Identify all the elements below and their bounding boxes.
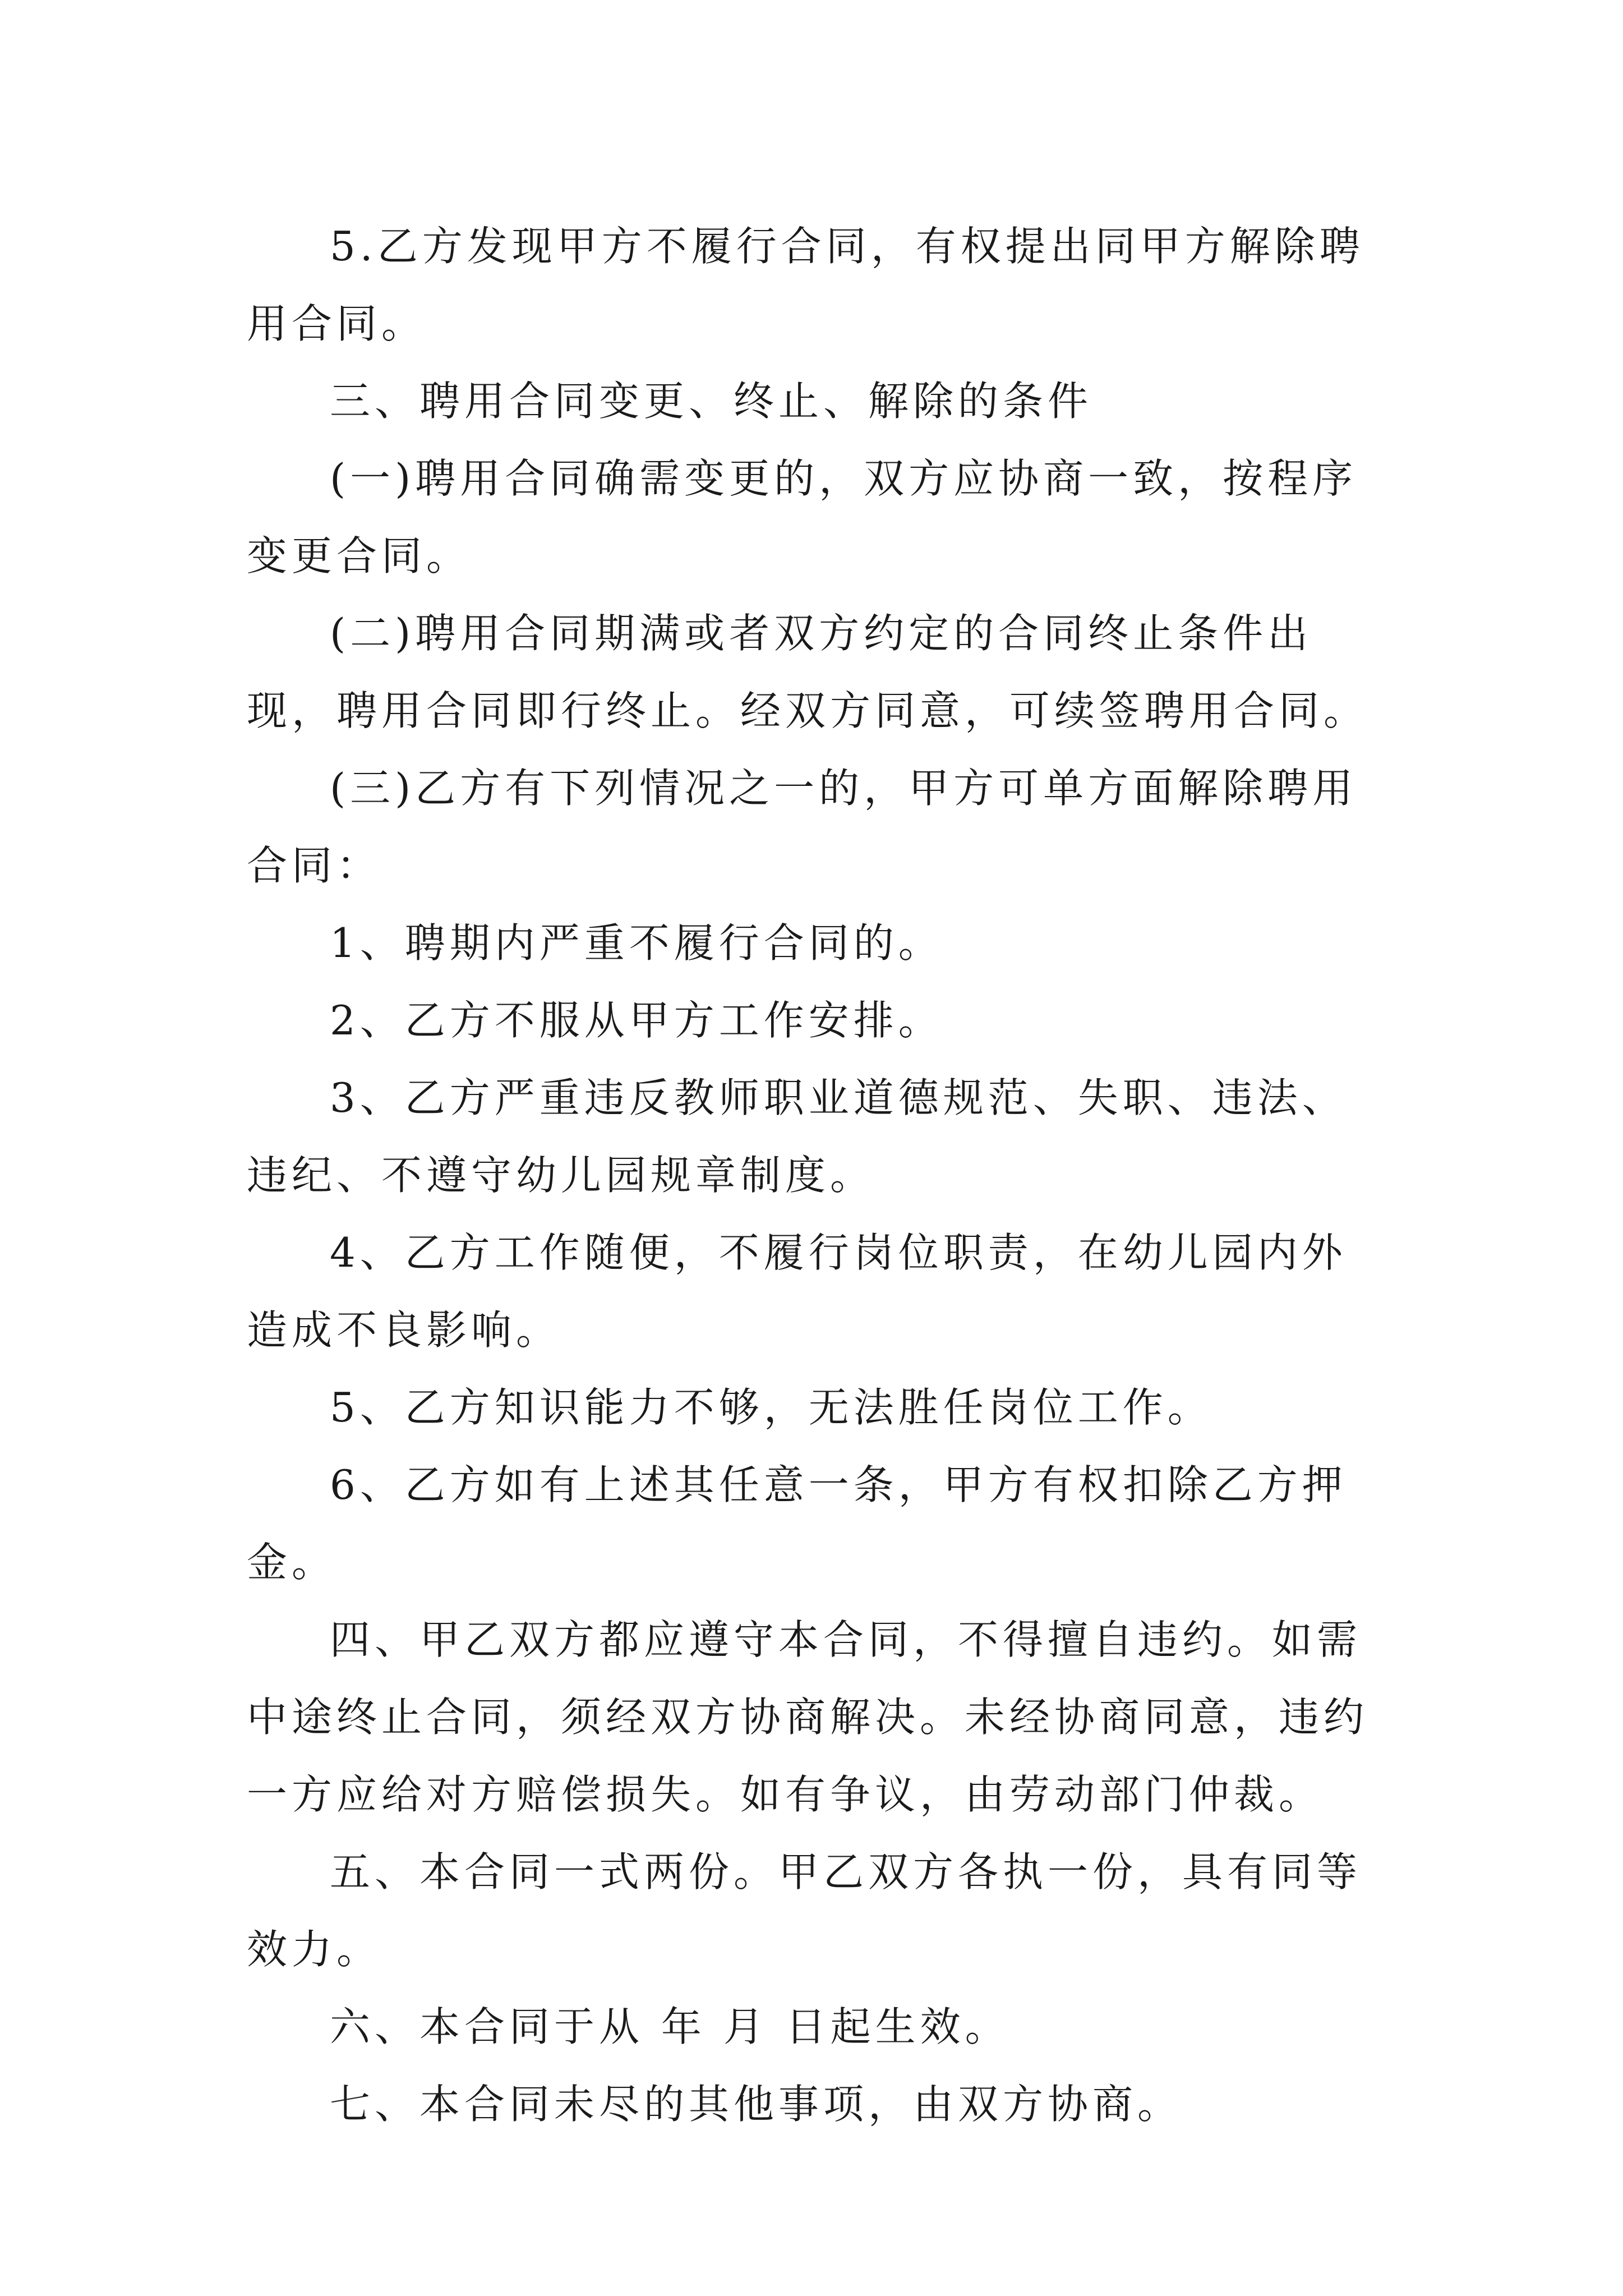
paragraph-section-6: 六、本合同于从 年 月 日起生效。 — [330, 2003, 1010, 2050]
paragraph-section-3-item-1: (一)聘用合同确需变更的，双方应协商一致，按程序变更合同。 — [247, 455, 1358, 579]
paragraph-section-3-item-3: (三)乙方有下列情况之一的，甲方可单方面解除聘用合同： — [247, 765, 1358, 889]
paragraph-section-7: 七、本合同未尽的其他事项，由双方协商。 — [330, 2081, 1183, 2128]
list-item-4: 4、乙方工作随便，不履行岗位职责，在幼儿园内外造成不良影响。 — [247, 1229, 1347, 1354]
paragraph-section-5: 五、本合同一式两份。甲乙双方各执一份，具有同等效力。 — [247, 1848, 1362, 1973]
heading-section-3: 三、聘用合同变更、终止、解除的条件 — [330, 378, 1093, 425]
list-item-6: 6、乙方如有上述其任意一条，甲方有权扣除乙方押金。 — [247, 1461, 1347, 1586]
paragraph-section-4: 四、甲乙双方都应遵守本合同，不得擅自违约。如需中途终止合同，须经双方协商解决。未经协商同意，违约一方应给对方赔偿损失。如有争议，由劳动部门仲裁。 — [247, 1616, 1369, 1818]
paragraph-section-3-item-2: (二)聘用合同期满或者双方约定的合同终止条件出现，聘用合同即行终止。经双方同意，可续签聘用合同。 — [247, 610, 1369, 734]
list-item-5: 5、乙方知识能力不够，无法胜任岗位工作。 — [330, 1384, 1212, 1431]
paragraph-clause-5-termination-right: 5.乙方发现甲方不履行合同，有权提出同甲方解除聘用合同。 — [247, 223, 1364, 347]
list-item-2: 2、乙方不服从甲方工作安排。 — [330, 997, 943, 1044]
list-item-1: 1、聘期内严重不履行合同的。 — [330, 919, 943, 967]
list-item-3: 3、乙方严重违反教师职业道德规范、失职、违法、违纪、不遵守幼儿园规章制度。 — [247, 1074, 1347, 1199]
document-body — [247, 208, 1391, 2143]
